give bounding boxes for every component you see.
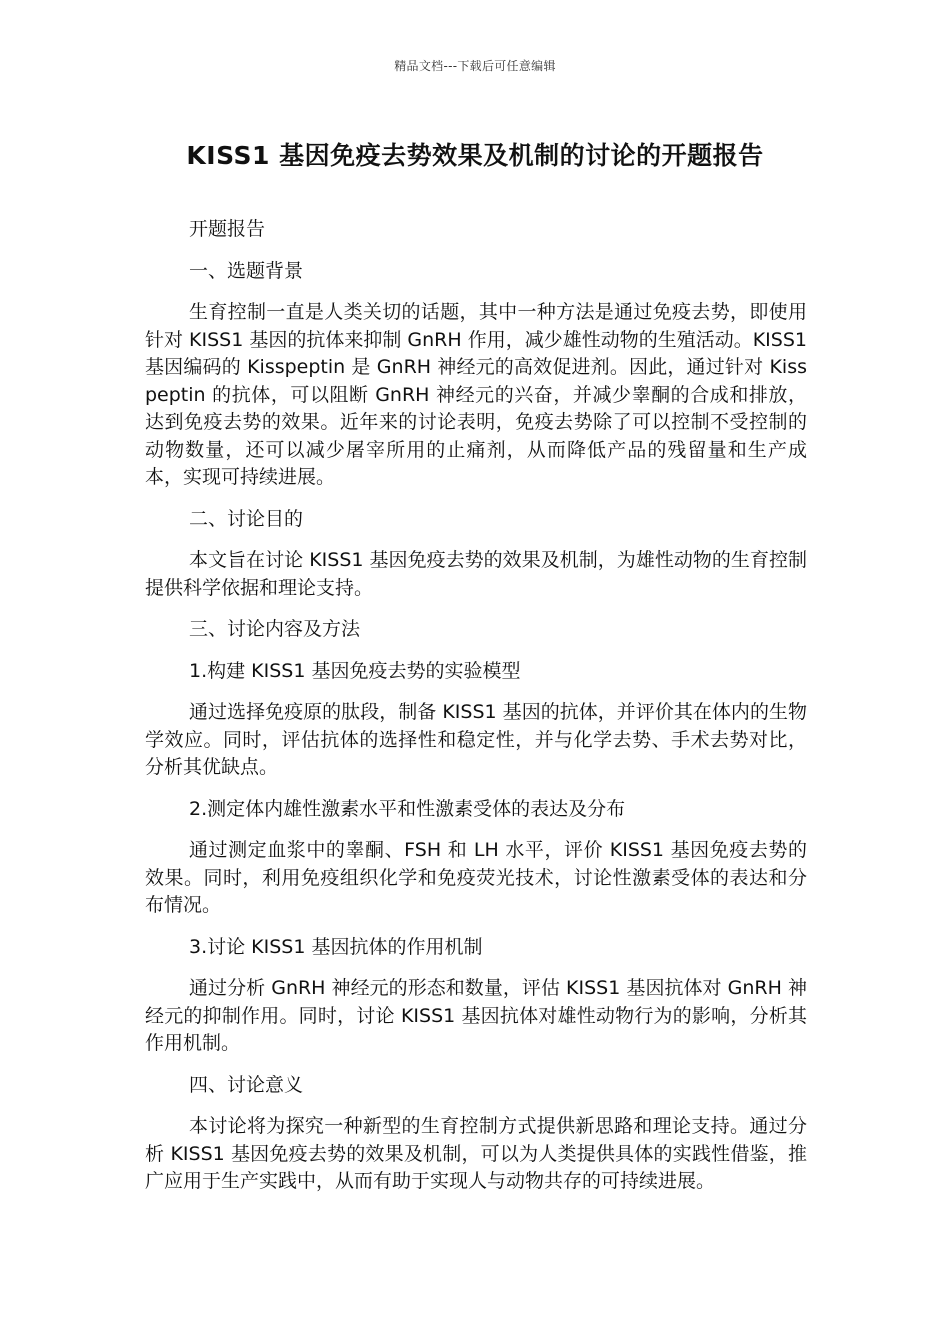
- paragraph-hormones: 通过测定血浆中的睾酮、FSH 和 LH 水平，评价 KISS1 基因免疫去势的效果。同时，利用免疫组织化学和免疫荧光技术，讨论性激素受体的表达和分布情况。: [145, 839, 807, 916]
- subheading-model: 1.构建 KISS1 基因免疫去势的实验模型: [189, 659, 521, 682]
- section-heading-purpose: 二、讨论目的: [189, 507, 304, 530]
- header-note: 精品文档---下载后可任意编辑: [394, 59, 556, 73]
- paragraph-mechanism: 通过分析 GnRH 神经元的形态和数量，评估 KISS1 基因抗体对 GnRH 神经元的抑制作用。同时，讨论 KISS1 基因抗体对雄性动物行为的影响，分析其作用机制。: [145, 977, 807, 1054]
- section-heading-significance: 四、讨论意义: [189, 1073, 304, 1096]
- subheading-mechanism: 3.讨论 KISS1 基因抗体的作用机制: [189, 935, 483, 958]
- paragraph-background: 生育控制一直是人类关切的话题，其中一种方法是通过免疫去势，即使用针对 KISS1 基因的抗体来抑制 GnRH 作用，减少雄性动物的生殖活动。KISS1 基因编码的 Kisspeptin 是 GnRH 神经元的高效促进剂。因此，通过针对 Kisspeptin 的抗体，可以阻断 GnRH 神经元的兴奋，并减少睾酮的合成和排放，达到免疫去势的效果。近年来的讨论表明，免疫去势除了可以控制不受控制的动物数量，还可以减少屠宰所用的止痛剂，从而降低产品的残留量和生产成本，实现可持续进展。: [145, 301, 807, 488]
- paragraph-significance: 本讨论将为探究一种新型的生育控制方式提供新思路和理论支持。通过分析 KISS1 基因免疫去势的效果及机制，可以为人类提供具体的实践性借鉴，推广应用于生产实践中，从而有助于实现人与动物共存的可持续进展。: [145, 1115, 807, 1192]
- subheading-hormones: 2.测定体内雄性激素水平和性激素受体的表达及分布: [189, 797, 626, 820]
- section-heading-content-methods: 三、讨论内容及方法: [189, 618, 361, 640]
- paragraph-report-label: 开题报告: [189, 218, 266, 240]
- document-body: [145, 216, 807, 1210]
- paragraph-purpose: 本文旨在讨论 KISS1 基因免疫去势的效果及机制，为雄性动物的生育控制提供科学依据和理论支持。: [145, 549, 807, 599]
- section-heading-background: 一、选题背景: [189, 259, 304, 282]
- document-title: KISS1 基因免疫去势效果及机制的讨论的开题报告: [186, 141, 764, 170]
- paragraph-model: 通过选择免疫原的肽段，制备 KISS1 基因的抗体，并评价其在体内的生物学效应。同时，评估抗体的选择性和稳定性，并与化学去势、手术去势对比，分析其优缺点。: [145, 701, 807, 778]
